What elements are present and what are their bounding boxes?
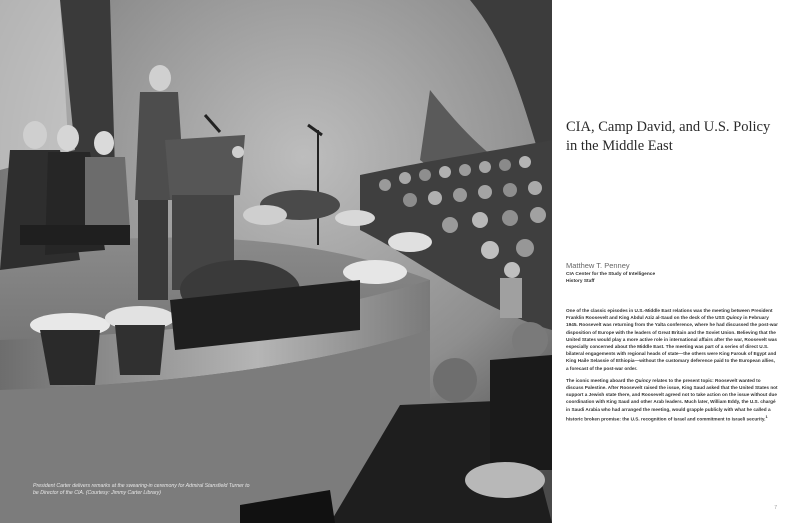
affiliation-line-2: History Staff [566,279,595,284]
text-page [552,0,785,523]
page-number: 7 [774,505,777,511]
affiliation-line-1: CIA Center for the Study of Intelligence [566,272,656,277]
footnote-marker[interactable]: 1 [765,413,768,419]
ship-name: Quincy [726,315,742,321]
author-affiliation [566,271,655,285]
paragraph-1: One of the classic episodes in U.S.-Middle East relations was the meeting between President Franklin Roosevelt and King Abdul Aziz al-Saud on the deck of the USS Quincy in February 1945. Roosevelt was returning from the Yalta conference, where he had discussed the post-war disposition of Europe with the leaders of Great Britain and the Soviet Union. Believing that the United States would play a more active role in international affairs after the war, Roosevelt was especially concerned about the Middle East. The meeting was part of a series of direct U.S. bilateral engagements with regional heads of state—the others were King Farouk of Egypt and King Haile Selassie of Ethiopia—without the customary deference paid to the European allies, a forecast of the post-war order. [566,308,778,371]
author-name: Matthew T. Penney [566,261,630,270]
photo-caption: President Carter delivers remarks at the swearing-in ceremony for Admiral Stansfield Turner to be Director of the CIA. (Courtesy: Jimmy Carter Library) [33,483,250,496]
article-title: CIA, Camp David, and U.S. Policy in the Middle East [566,119,771,154]
paragraph-2: The iconic meeting aboard the Quincy relates to the present topic: Roosevelt wanted to discuss Palestine. After Roosevelt raised the issue, King Saud asked that the United States not support a Jewish state there, and Roosevelt agreed not to take action on the issue without due coordination with King Saud and other Arab leaders. Much later, William Eddy, the U.S. chargé in Saudi Arabia who had arranged the meeting, would grapple publicly with what he called a historic broken promise: the U.S. recognition of Israel and commitment to Israeli security.$^1$ [566,377,778,422]
ship-name: Quincy [635,377,651,383]
article-body [566,307,778,428]
